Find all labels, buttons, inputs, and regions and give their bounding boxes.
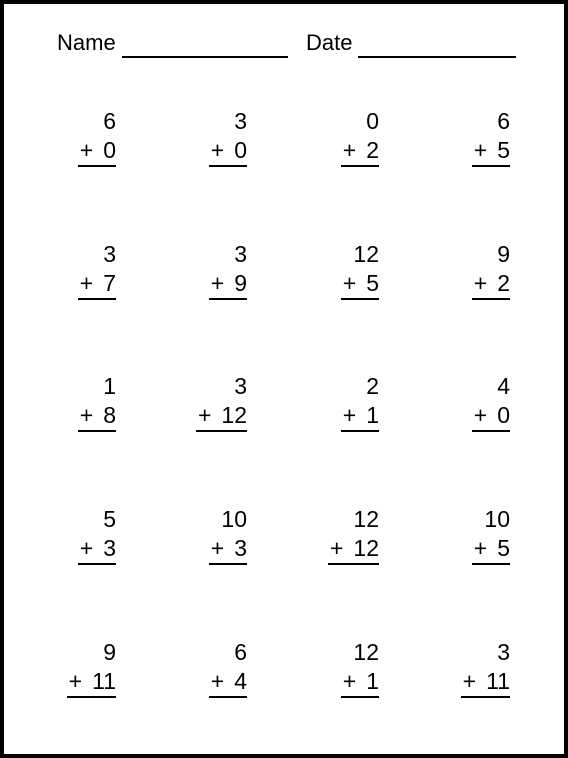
top-addend: 2	[366, 373, 379, 399]
top-addend: 6	[497, 108, 510, 134]
bottom-addend: 9	[234, 270, 247, 296]
bottom-addend: 5	[497, 137, 510, 163]
plus-sign: +	[210, 137, 225, 163]
addition-problem	[16, 372, 116, 432]
plus-sign: +	[197, 402, 212, 428]
bottom-row-with-answer-line	[78, 136, 116, 167]
bottom-row-with-answer-line	[78, 534, 116, 565]
top-addend: 3	[497, 639, 510, 665]
bottom-row-with-answer-line	[472, 401, 510, 432]
bottom-addend: 1	[366, 402, 379, 428]
top-addend: 6	[234, 639, 247, 665]
bottom-addend: 2	[497, 270, 510, 296]
bottom-row-with-answer-line	[209, 667, 247, 698]
addition-problem	[147, 372, 247, 432]
top-addend: 9	[497, 241, 510, 267]
name-label: Name	[57, 30, 116, 55]
plus-sign: +	[342, 270, 357, 296]
top-addend: 1	[103, 373, 116, 399]
addition-problem	[279, 372, 379, 432]
plus-sign: +	[79, 402, 94, 428]
top-addend: 4	[497, 373, 510, 399]
bottom-row-with-answer-line	[472, 136, 510, 167]
bottom-addend: 0	[103, 137, 116, 163]
date-label: Date	[306, 30, 353, 55]
name-field[interactable]	[57, 30, 116, 56]
plus-sign: +	[79, 270, 94, 296]
addition-problem	[147, 505, 247, 565]
bottom-addend: 5	[366, 270, 379, 296]
bottom-addend: 0	[497, 402, 510, 428]
bottom-row-with-answer-line	[341, 667, 379, 698]
addition-problem	[410, 505, 510, 565]
bottom-row-with-answer-line	[328, 534, 379, 565]
bottom-row-with-answer-line	[461, 667, 510, 698]
addition-problem	[16, 240, 116, 300]
plus-sign: +	[473, 137, 488, 163]
bottom-addend: 2	[366, 137, 379, 163]
addition-problem	[279, 107, 379, 167]
name-blank-line[interactable]	[122, 56, 288, 58]
plus-sign: +	[342, 137, 357, 163]
bottom-addend: 4	[234, 668, 247, 694]
bottom-addend: 7	[103, 270, 116, 296]
bottom-addend: 0	[234, 137, 247, 163]
bottom-addend: 12	[221, 402, 247, 428]
addition-problem	[279, 240, 379, 300]
addition-problem	[279, 638, 379, 698]
addition-problem	[147, 638, 247, 698]
bottom-row-with-answer-line	[209, 136, 247, 167]
date-blank-line[interactable]	[358, 56, 516, 58]
plus-sign: +	[79, 535, 94, 561]
top-addend: 3	[234, 241, 247, 267]
plus-sign: +	[473, 270, 488, 296]
addition-problem	[147, 240, 247, 300]
plus-sign: +	[329, 535, 344, 561]
top-addend: 5	[103, 506, 116, 532]
addition-problem	[410, 372, 510, 432]
addition-problem	[16, 107, 116, 167]
bottom-addend: 12	[353, 535, 379, 561]
bottom-addend: 1	[366, 668, 379, 694]
plus-sign: +	[342, 402, 357, 428]
bottom-row-with-answer-line	[78, 401, 116, 432]
plus-sign: +	[79, 137, 94, 163]
addition-problem	[410, 240, 510, 300]
top-addend: 3	[234, 373, 247, 399]
addition-problem	[410, 107, 510, 167]
addition-problem	[279, 505, 379, 565]
top-addend: 10	[484, 506, 510, 532]
plus-sign: +	[462, 668, 477, 694]
bottom-addend: 3	[103, 535, 116, 561]
addition-problem	[147, 107, 247, 167]
bottom-row-with-answer-line	[341, 269, 379, 300]
bottom-row-with-answer-line	[67, 667, 116, 698]
bottom-addend: 11	[486, 668, 510, 694]
addition-problem	[16, 638, 116, 698]
bottom-addend: 8	[103, 402, 116, 428]
plus-sign: +	[210, 668, 225, 694]
bottom-row-with-answer-line	[472, 269, 510, 300]
bottom-row-with-answer-line	[341, 401, 379, 432]
bottom-row-with-answer-line	[196, 401, 247, 432]
top-addend: 0	[366, 108, 379, 134]
plus-sign: +	[210, 270, 225, 296]
top-addend: 6	[103, 108, 116, 134]
plus-sign: +	[473, 535, 488, 561]
plus-sign: +	[473, 402, 488, 428]
bottom-row-with-answer-line	[472, 534, 510, 565]
top-addend: 12	[353, 506, 379, 532]
bottom-addend: 11	[92, 668, 116, 694]
plus-sign: +	[68, 668, 83, 694]
bottom-row-with-answer-line	[78, 269, 116, 300]
top-addend: 12	[353, 639, 379, 665]
addition-problem	[410, 638, 510, 698]
top-addend: 3	[234, 108, 247, 134]
bottom-row-with-answer-line	[341, 136, 379, 167]
addition-problem	[16, 505, 116, 565]
date-field[interactable]	[306, 30, 352, 56]
top-addend: 9	[103, 639, 116, 665]
plus-sign: +	[342, 668, 357, 694]
top-addend: 12	[353, 241, 379, 267]
plus-sign: +	[210, 535, 225, 561]
bottom-row-with-answer-line	[209, 269, 247, 300]
bottom-row-with-answer-line	[209, 534, 247, 565]
bottom-addend: 3	[234, 535, 247, 561]
top-addend: 10	[221, 506, 247, 532]
bottom-addend: 5	[497, 535, 510, 561]
top-addend: 3	[103, 241, 116, 267]
